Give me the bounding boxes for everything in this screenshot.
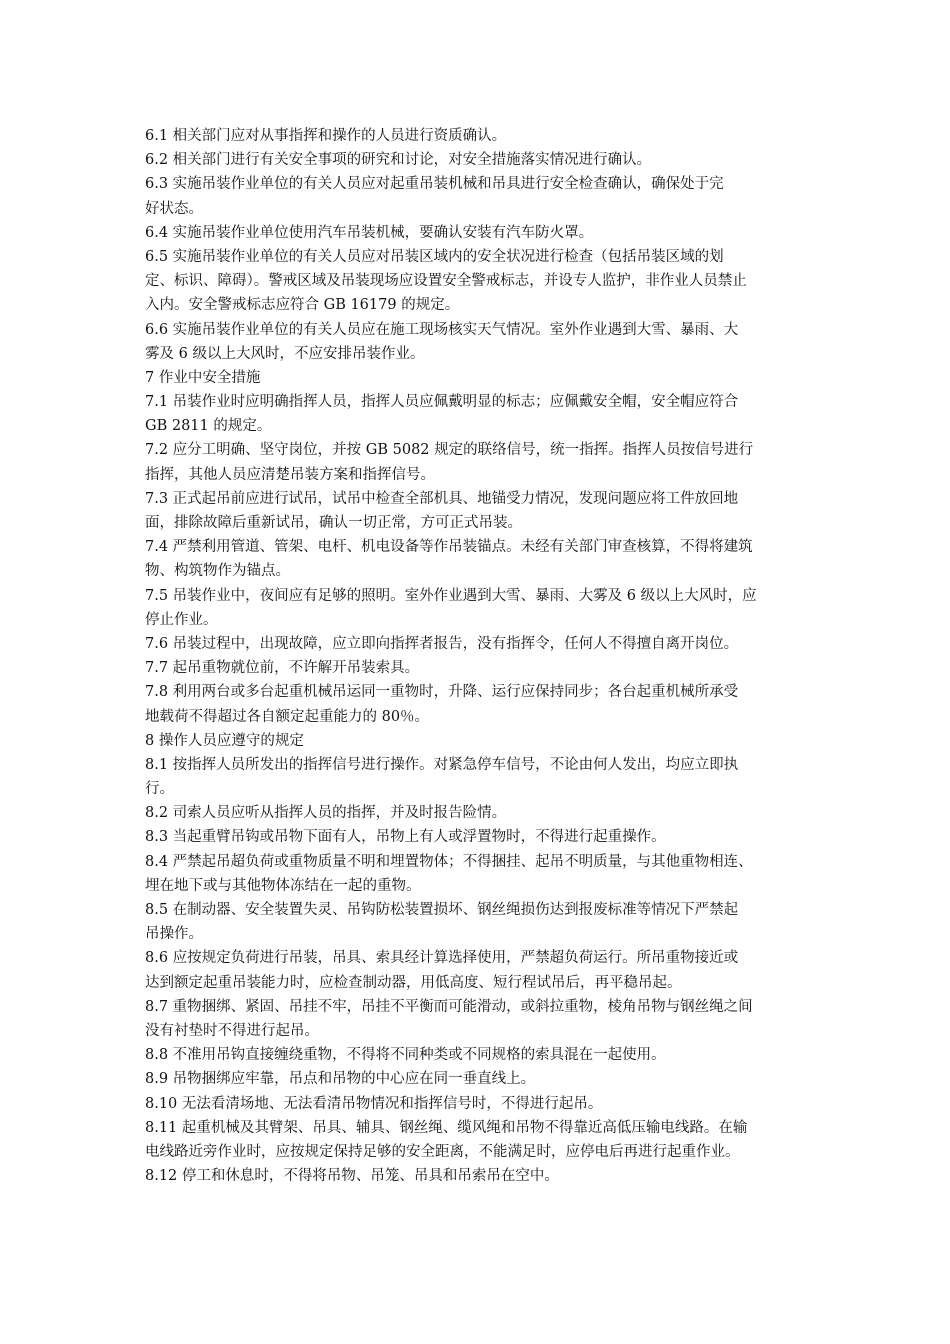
- text-line: 8.1 按指挥人员所发出的指挥信号进行操作。对紧急停车信号，不论由何人发出，均应立即执: [145, 756, 739, 773]
- text-line: 面，排除故障后重新试吊，确认一切正常，方可正式吊装。: [145, 515, 522, 531]
- text-line: 7.2 应分工明确、坚守岗位，并按 GB 5082 规定的联络信号，统一指挥。指挥人员按信号进行: [145, 442, 754, 459]
- text-line: 7.8 利用两台或多台起重机械吊运同一重物时，升降、运行应保持同步；各台起重机械所承受: [145, 684, 739, 701]
- text-line: 定、标识、障碍）。警戒区域及吊装现场应设置安全警戒标志，并设专人监护，非作业人员禁止: [145, 273, 747, 290]
- text-line: 物、构筑物作为锚点。: [145, 563, 290, 580]
- text-line: 8.5 在制动器、安全装置失灵、吊钩防松装置损坏、钢丝绳损伤达到报废标准等情况下严禁起: [145, 902, 739, 918]
- text-line: 吊操作。: [145, 926, 203, 943]
- text-line: GB 2811 的规定。: [145, 418, 272, 435]
- text-line: 6.4 实施吊装作业单位使用汽车吊装机械，要确认安装有汽车防火罩。: [145, 224, 594, 241]
- text-line: 8.10 无法看清场地、无法看清吊物情况和指挥信号时，不得进行起吊。: [145, 1095, 603, 1112]
- text-line: 8.8 不准用吊钩直接缠绕重物，不得将不同种类或不同规格的索具混在一起使用。: [145, 1047, 666, 1064]
- text-line: 地载荷不得超过各自额定起重能力的 80％。: [145, 708, 430, 725]
- text-line: 雾及 6 级以上大风时，不应安排吊装作业。: [145, 345, 425, 362]
- text-line: 6.6 实施吊装作业单位的有关人员应在施工现场核实天气情况。室外作业遇到大雪、暴雨、大: [145, 321, 739, 338]
- text-line: 8.12 停工和休息时，不得将吊物、吊笼、吊具和吊索吊在空中。: [145, 1168, 559, 1185]
- text-line: 8 操作人员应遵守的规定: [145, 732, 304, 749]
- text-line: 6.1 相关部门应对从事指挥和操作的人员进行资质确认。: [145, 128, 507, 144]
- text-line: 8.4 严禁起吊超负荷或重物质量不明和埋置物体；不得捆挂、起吊不明质量，与其他重物相连、: [145, 853, 753, 870]
- text-line: 入内。安全警戒标志应符合 GB 16179 的规定。: [145, 297, 460, 314]
- text-line: 指挥，其他人员应清楚吊装方案和指挥信号。: [145, 466, 435, 483]
- text-line: 7.6 吊装过程中，出现故障，应立即向指挥者报告，没有指挥令，任何人不得擅自离开岗位。: [145, 635, 739, 652]
- text-line: 8.2 司索人员应听从指挥人员的指挥，并及时报告险情。: [145, 805, 507, 822]
- text-line: 停止作业。: [145, 611, 218, 628]
- text-line: 8.7 重物捆绑、紧固、吊挂不牢，吊挂不平衡而可能滑动，或斜拉重物，棱角吊物与钢丝绳之间: [145, 998, 753, 1015]
- text-line: 埋在地下或与其他物体冻结在一起的重物。: [145, 877, 421, 894]
- text-line: 好状态。: [145, 200, 203, 217]
- text-line: 电线路近旁作业时，应按规定保持足够的安全距离，不能满足时，应停电后再进行起重作业。: [145, 1143, 740, 1160]
- text-line: 6.5 实施吊装作业单位的有关人员应对吊装区域内的安全状况进行检查（包括吊装区域的划: [145, 248, 724, 265]
- text-line: 8.3 当起重臂吊钩或吊物下面有人，吊物上有人或浮置物时，不得进行起重操作。: [145, 829, 666, 846]
- text-line: 6.2 相关部门进行有关安全事项的研究和讨论，对安全措施落实情况进行确认。: [145, 152, 652, 169]
- text-line: 7.7 起吊重物就位前，不许解开吊装索具。: [145, 660, 420, 677]
- text-line: 没有衬垫时不得进行起吊。: [145, 1022, 319, 1039]
- text-line: 达到额定起重吊装能力时，应检查制动器，用低高度、短行程试吊后，再平稳吊起。: [145, 974, 682, 991]
- text-line: 行。: [145, 781, 174, 798]
- text-line: 7.5 吊装作业中，夜间应有足够的照明。室外作业遇到大雪、暴雨、大雾及 6 级以上大风时，应: [145, 587, 757, 604]
- text-line: 8.9 吊物捆绑应牢靠，吊点和吊物的中心应在同一垂直线上。: [145, 1071, 536, 1088]
- text-line: 7.1 吊装作业时应明确指挥人员，指挥人员应佩戴明显的标志；应佩戴安全帽，安全帽应符合: [145, 394, 739, 411]
- text-line: 7 作业中安全措施: [145, 369, 261, 386]
- text-line: 8.11 起重机械及其臂架、吊具、辅具、钢丝绳、缆风绳和吊物不得靠近高低压输电线路。在输: [145, 1119, 748, 1136]
- text-line: 7.4 严禁利用管道、管架、电杆、机电设备等作吊装锚点。未经有关部门审查核算，不得将建筑: [145, 539, 753, 556]
- text-line: 7.3 正式起吊前应进行试吊，试吊中检查全部机具、地锚受力情况，发现问题应将工件放回地: [145, 490, 739, 507]
- text-line: 6.3 实施吊装作业单位的有关人员应对起重吊装机械和吊具进行安全检查确认，确保处于完: [145, 176, 724, 193]
- document-body: [145, 124, 817, 1188]
- text-line: 8.6 应按规定负荷进行吊装，吊具、索具经计算选择使用，严禁超负荷运行。所吊重物接近或: [145, 950, 739, 967]
